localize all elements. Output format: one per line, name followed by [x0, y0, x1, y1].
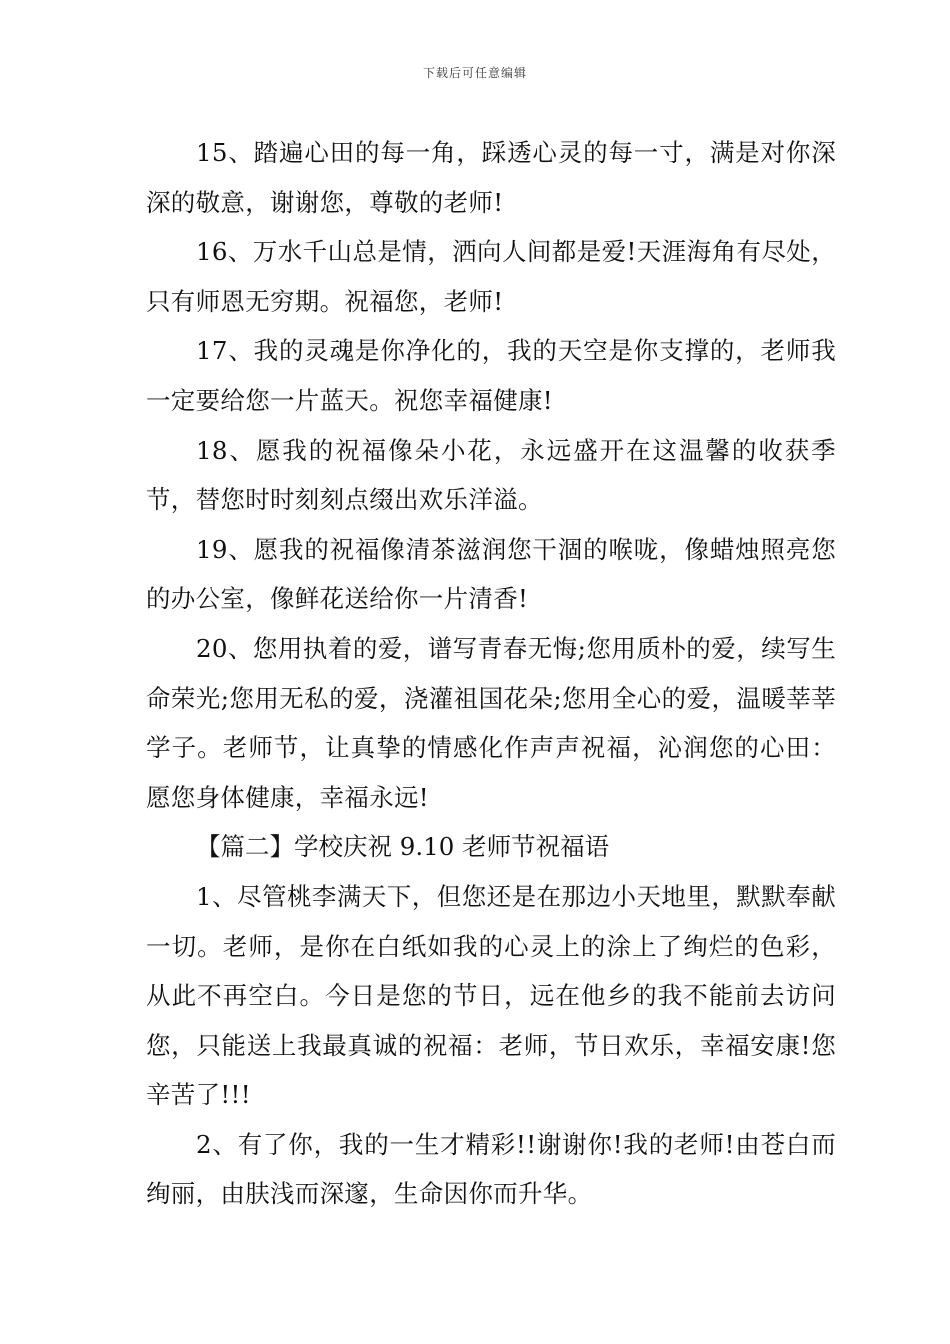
section-paragraph-1: 1、尽管桃李满天下，但您还是在那边小天地里，默默奉献一切。老师，是你在白纸如我的心灵上的涂上了绚烂的色彩，从此不再空白。今日是您的节日，远在他乡的我不能前去访问您，只能送上我最真诚的祝福：老师，节日欢乐，幸福安康!您辛苦了!!!	[146, 881, 836, 1110]
section-heading: 【篇二】学校庆祝 9.10 老师节祝福语	[196, 832, 610, 862]
paragraph-19: 19、愿我的祝福像清茶滋润您干涸的喉咙，像蜡烛照亮您的办公室，像鲜花送给你一片清香!	[146, 534, 836, 614]
paragraph-20: 20、您用执着的爱，谱写青春无悔;您用质朴的爱，续写生命荣光;您用无私的爱，浇灌祖国花朵;您用全心的爱，温暖莘莘学子。老师节，让真挚的情感化作声声祝福，沁润您的心田：愿您身体健康，幸福永远!	[146, 633, 836, 812]
paragraph-18: 18、愿我的祝福像朵小花，永远盛开在这温馨的收获季节，替您时时刻刻点缀出欢乐洋溢。	[146, 435, 836, 515]
document-body	[146, 128, 836, 1219]
header-note: 下载后可任意编辑	[422, 66, 527, 80]
paragraph-17: 17、我的灵魂是你净化的，我的天空是你支撑的，老师我一定要给您一片蓝天。祝您幸福健康!	[146, 336, 836, 415]
section-paragraph-2: 2、有了你，我的一生才精彩!!谢谢你!我的老师!由苍白而绚丽，由肤浅而深邃，生命因你而升华。	[146, 1129, 836, 1209]
paragraph-15: 15、踏遍心田的每一角，踩透心灵的每一寸，满是对你深深的敬意，谢谢您，尊敬的老师!	[146, 138, 836, 217]
paragraph-16: 16、万水千山总是情，洒向人间都是爱!天涯海角有尽处，只有师恩无穷期。祝福您，老师!	[146, 237, 836, 316]
